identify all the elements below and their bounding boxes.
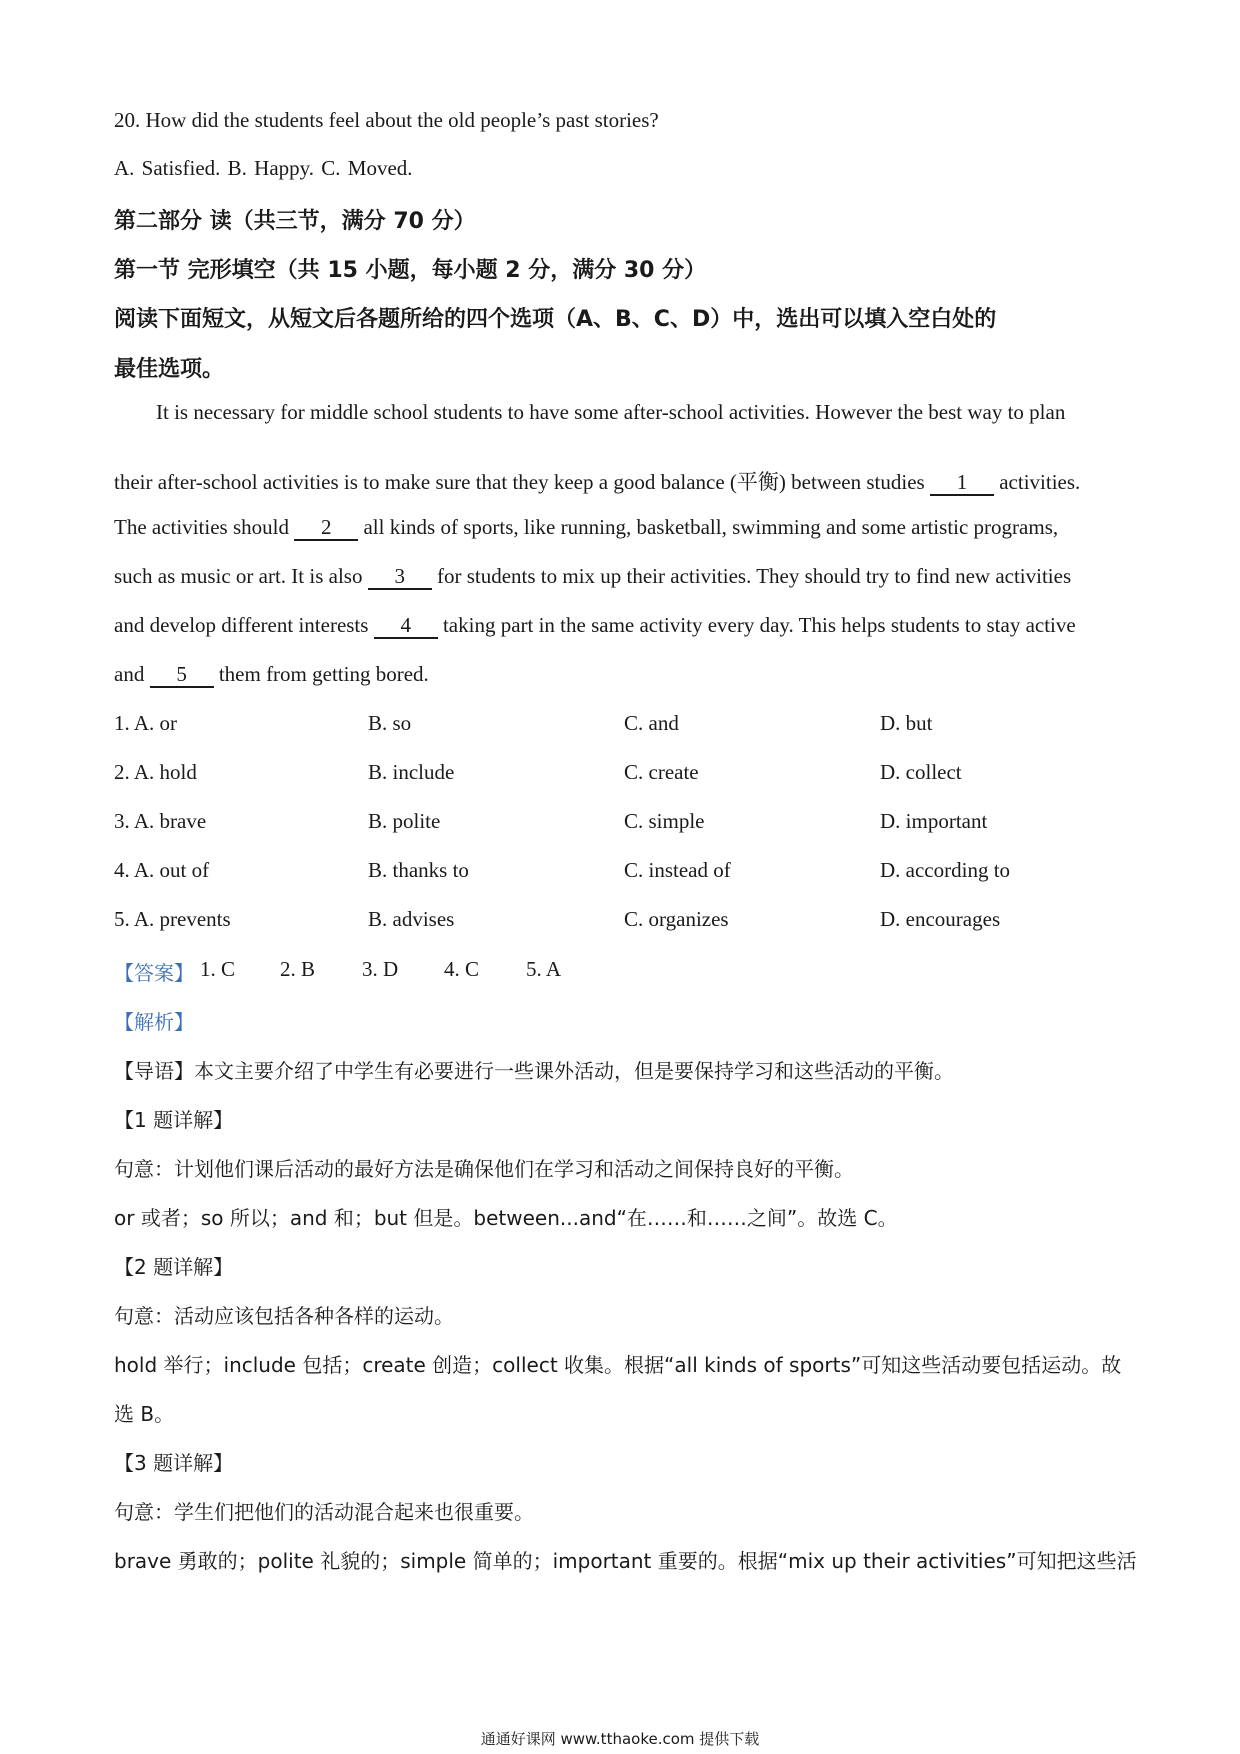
option-1a: 1. A. or	[114, 711, 177, 735]
option-3a: 3. A. brave	[114, 809, 207, 833]
option-2b: B. include	[368, 760, 455, 784]
q2-detail-line1: hold 举行；include 包括；create 创造；collect 收集。根据“all kinds of sports”可知这些活动要包括运动。故	[114, 1353, 1122, 1377]
blank-4: 4	[374, 615, 438, 639]
option-5d: D. encourages	[880, 907, 1001, 931]
passage-line5	[114, 613, 1076, 639]
instruction-line2: 最佳选项。	[114, 357, 225, 382]
passage-text: their after-school activities is to make sure that they keep a good balance (平衡) between studies	[114, 470, 925, 494]
option-1c: C. and	[624, 711, 679, 735]
answer-3: 3. D	[362, 957, 399, 981]
option-3b: B. polite	[368, 809, 441, 833]
passage-text: and	[114, 662, 145, 686]
q3-meaning: 句意：学生们把他们的活动混合起来也很重要。	[114, 1500, 534, 1524]
option-2a: 2. A. hold	[114, 760, 197, 784]
answer-5: 5. A	[526, 957, 562, 981]
answer-label: 【答案】	[114, 961, 194, 985]
page-footer: 通通好课网 www.tthaoke.com 提供下载	[480, 1730, 760, 1748]
blank-2: 2	[294, 517, 358, 541]
passage-text: them from getting bored.	[218, 662, 429, 686]
question-20: 20. How did the students feel about the old people’s past stories?	[114, 108, 659, 132]
blank-3: 3	[368, 566, 432, 590]
passage-text: activities.	[999, 470, 1081, 494]
answer-1: 1. C	[200, 957, 236, 981]
option-4a: 4. A. out of	[114, 858, 210, 882]
passage-line3	[114, 515, 1058, 541]
option-4d: D. according to	[880, 858, 1011, 882]
instruction-line1: 阅读下面短文，从短文后各题所给的四个选项（A、B、C、D）中，选出可以填入空白处的	[114, 307, 997, 332]
passage-line2	[114, 466, 1080, 496]
passage-text: taking part in the same activity every day. This helps students to stay active	[442, 613, 1076, 637]
analysis-intro: 【导语】本文主要介绍了中学生有必要进行一些课外活动，但是要保持学习和这些活动的平衡。	[114, 1059, 954, 1083]
option-1d: D. but	[880, 711, 933, 735]
q2-detail-line2: 选 B。	[114, 1402, 175, 1426]
question-20-options: A. Satisfied. B. Happy. C. Moved.	[114, 156, 413, 180]
option-5b: B. advises	[368, 907, 455, 931]
passage-text: such as music or art. It is also	[114, 564, 363, 588]
analysis-label: 【解析】	[114, 1010, 194, 1034]
passage-text: all kinds of sports, like running, basketball, swimming and some artistic programs,	[363, 515, 1059, 539]
part-title: 第二部分 读（共三节，满分 70 分）	[114, 209, 476, 234]
q2-title: 【2 题详解】	[114, 1255, 234, 1279]
option-3c: C. simple	[624, 809, 705, 833]
passage-text: for students to mix up their activities. They should try to find new activities	[436, 564, 1072, 588]
q2-meaning: 句意：活动应该包括各种各样的运动。	[114, 1304, 454, 1328]
option-5c: C. organizes	[624, 907, 729, 931]
passage-line6	[114, 662, 429, 688]
q1-detail: or 或者；so 所以；and 和；but 但是。between...and“在……和……之间”。故选 C。	[114, 1206, 898, 1230]
option-4b: B. thanks to	[368, 858, 469, 882]
q3-detail: brave 勇敢的；polite 礼貌的；simple 简单的；important 重要的。根据“mix up their activities”可知把这些活	[114, 1549, 1137, 1573]
passage-line4	[114, 564, 1071, 590]
q3-title: 【3 题详解】	[114, 1451, 234, 1475]
option-2c: C. create	[624, 760, 699, 784]
option-4c: C. instead of	[624, 858, 731, 882]
section-title: 第一节 完形填空（共 15 小题，每小题 2 分，满分 30 分）	[114, 258, 707, 283]
option-2d: D. collect	[880, 760, 962, 784]
option-1b: B. so	[368, 711, 412, 735]
passage-line1: It is necessary for middle school students to have some after-school activities. However the best way to plan	[156, 400, 1066, 424]
option-3d: D. important	[880, 809, 988, 833]
q1-title: 【1 题详解】	[114, 1108, 234, 1132]
blank-5: 5	[150, 664, 214, 688]
passage-text: The activities should	[114, 515, 289, 539]
answer-2: 2. B	[280, 957, 316, 981]
q1-meaning: 句意：计划他们课后活动的最好方法是确保他们在学习和活动之间保持良好的平衡。	[114, 1157, 854, 1181]
option-5a: 5. A. prevents	[114, 907, 231, 931]
blank-1: 1	[930, 472, 994, 496]
passage-text: and develop different interests	[114, 613, 369, 637]
answer-4: 4. C	[444, 957, 480, 981]
